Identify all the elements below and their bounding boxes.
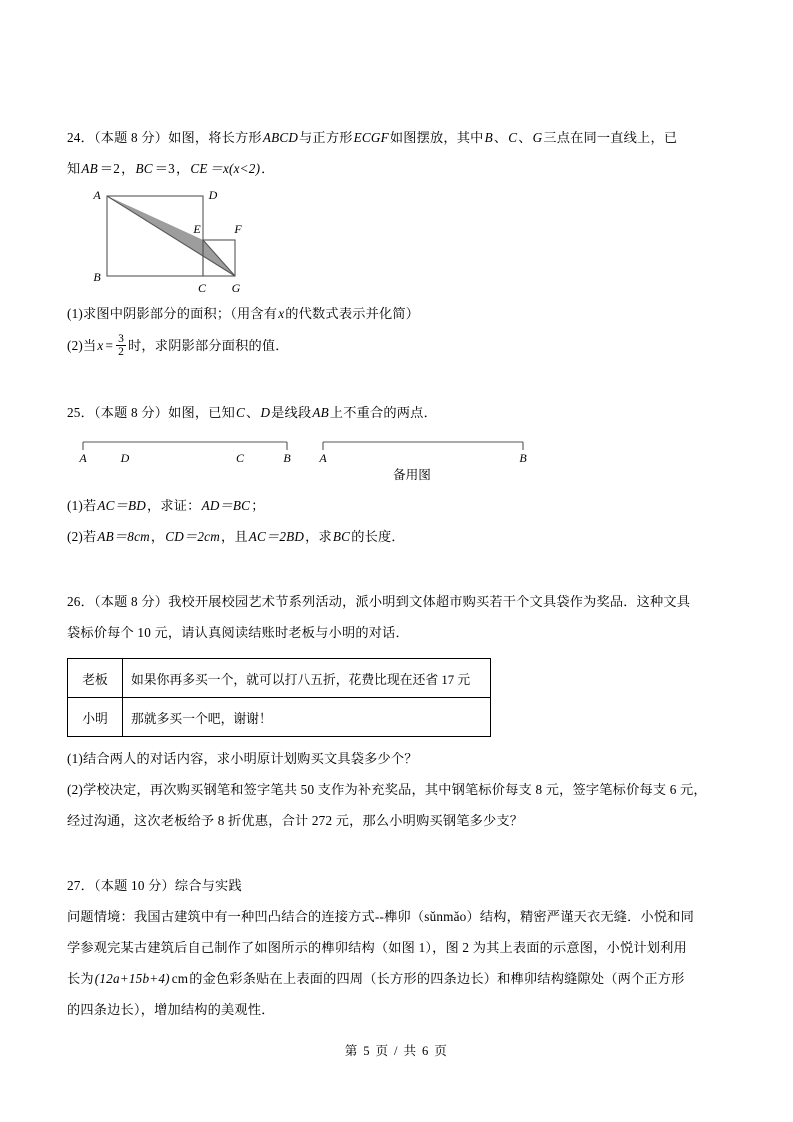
label-E: E <box>193 221 201 236</box>
p24-given-bc: BC <box>135 161 153 176</box>
p24-sep2: 、 <box>518 130 532 145</box>
p24-sub2-eq: = <box>105 338 114 353</box>
dialogue-table <box>67 658 491 737</box>
p25-sub1-eq2: AD＝BC <box>201 498 251 513</box>
p24-stem-d: 三点在同一直线上，已 <box>543 130 678 145</box>
problem-27-body-line1 <box>67 901 727 932</box>
p24-sub2-var: x <box>97 338 104 353</box>
p27-body-label: 问题情境： <box>67 909 134 924</box>
fraction-numerator: 3 <box>118 333 125 346</box>
dialogue-speaker-xiaoming: 小明 <box>68 698 123 737</box>
p27-body-a: 我国古建筑中有一种凹凸结合的连接方式--榫卯（sǔnmǎo）结构，精密严谨天衣无缝．小悦和同 <box>133 909 695 924</box>
page-footer: 第 5 页 / 共 6 页 <box>344 1044 449 1058</box>
p25-sub1-eq1: AC＝BD <box>97 498 146 513</box>
problem-25 <box>67 397 727 552</box>
p24-given-ce-val: ＝x(x<2) <box>209 161 261 176</box>
problem-26 <box>67 586 727 836</box>
p24-given-end: ． <box>261 161 275 176</box>
p24-sub2-post: 时，求阴影部分面积的值． <box>128 338 289 353</box>
label-F: F <box>234 221 242 236</box>
figure-24-svg <box>85 188 325 296</box>
problem-24-stem-line1 <box>67 122 727 153</box>
p27-line3-post: 的金色彩条贴在上表面的四周（长方形的四条边长）和榫卯结构缝隙处（两个正方形 <box>189 971 685 986</box>
p24-given-ab: AB <box>81 161 98 176</box>
figure-25-caption: 备用图 <box>393 468 431 482</box>
problem-26-sub1: (1)结合两人的对话内容，求小明原计划购买文具袋多少个？ <box>67 751 418 766</box>
p24-sub1-var: x <box>278 306 285 321</box>
label-B: B <box>93 269 101 284</box>
problem-27-body-line2: 学参观完某古建筑后自己制作了如图所示的榫卯结构（如图 1），图 2 为其上表面的示意图，小悦计划利用 <box>67 940 687 955</box>
label-C: C <box>197 280 207 295</box>
seg1-label-B: B <box>283 451 291 465</box>
problem-26-stem-line2: 袋标价每个 10 元，请认真阅读结账时老板与小明的对话． <box>67 625 409 640</box>
p24-stem-b: 与正方形 <box>299 130 353 145</box>
p24-given-pre: 知 <box>67 161 81 176</box>
p25-sub1-pre: (1)若 <box>67 498 97 513</box>
p24-abcd: ABCD <box>262 130 299 145</box>
p25-sub1-mid: ，求证： <box>147 498 201 513</box>
p25-pt-d: D <box>260 405 271 420</box>
problem-26-stem-line1: 26．（本题 8 分）我校开展校园艺术节系列活动，派小明到文体超市购买若干个文具袋作为奖品．这种文具 <box>67 594 691 609</box>
figure-25-svg <box>75 434 545 468</box>
p25-sep: 、 <box>246 405 260 420</box>
dialogue-text-xiaoming: 那就多买一个吧，谢谢！ <box>123 698 491 737</box>
problem-27-body-line3 <box>67 963 727 994</box>
problem-26-sub2-line2: 经过沟通，这次老板给予 8 折优惠，合计 272 元，那么小明购买钢笔多少支？ <box>67 813 524 828</box>
fraction-denominator: 2 <box>118 346 125 359</box>
table-row <box>68 698 491 737</box>
p24-pt-g: G <box>532 130 543 145</box>
figure-problem-25 <box>75 434 545 484</box>
problem-27-body-line4: 的四条边长），增加结构的美观性． <box>67 1002 275 1017</box>
p24-stem-a: 24．（本题 8 分）如图，将长方形 <box>67 130 262 145</box>
p24-comma2: ， <box>175 161 190 176</box>
p25-sub2-pre: (2)若 <box>67 529 97 544</box>
p25-sub2-end: 的长度． <box>351 529 405 544</box>
line-ag <box>107 196 235 276</box>
p24-given-ab-val: ＝2 <box>99 161 121 176</box>
spacer-25-26 <box>67 552 727 586</box>
p25-sub2-eq4: BC <box>332 529 351 544</box>
problem-24-sub2 <box>67 329 727 363</box>
p25-sub2-c2: ，且 <box>220 529 248 544</box>
p27-unit: cm <box>171 971 189 986</box>
problem-26-sub2-line1: (2)学校决定，再次购买钢笔和签字笔共 50 支作为补充奖品，其中钢笔标价每支 8 元，签字笔标价每支 6 元， <box>67 782 707 797</box>
p25-sub2-c1: ， <box>150 529 165 544</box>
dialogue-speaker-boss: 老板 <box>68 659 123 698</box>
figure-problem-24 <box>85 188 325 296</box>
p25-sub2-eq1: AB＝8cm <box>97 529 150 544</box>
p25-sub2-eq3: AC＝2BD <box>248 529 305 544</box>
label-G: G <box>231 280 241 295</box>
seg2-label-B: B <box>519 451 527 465</box>
spacer-26-27 <box>67 836 727 870</box>
problem-24 <box>67 122 727 363</box>
p24-sub2-pre: (2)当 <box>67 338 97 353</box>
label-A: A <box>93 188 101 202</box>
p25-sub2-eq2: CD＝2cm <box>165 529 220 544</box>
p24-stem-c: 如图摆放，其中 <box>389 130 484 145</box>
p24-ecgf: ECGF <box>353 130 389 145</box>
problem-25-sub2 <box>67 521 727 552</box>
seg1-label-A: A <box>79 451 87 465</box>
problem-27 <box>67 870 727 1025</box>
p25-stem-end: 上不重合的两点． <box>329 405 437 420</box>
problem-25-stem <box>67 397 727 428</box>
fraction-three-halves <box>116 333 126 358</box>
seg1-label-C: C <box>235 451 245 465</box>
p25-sub1-end: ； <box>251 498 265 513</box>
dialogue-text-boss: 如果你再多买一个，就可以打八五折，花费比现在还省 17 元 <box>123 659 491 698</box>
label-D: D <box>208 188 218 202</box>
p25-sub2-c3: ，求 <box>305 529 332 544</box>
p24-given-ce: CE <box>190 161 208 176</box>
p27-line3-pre: 长为 <box>67 971 94 986</box>
p27-expression: (12a+15b+4) <box>94 971 170 986</box>
p25-seg-ab: AB <box>312 405 329 420</box>
p24-sub1-b: 的代数式表示并化简） <box>285 306 420 321</box>
p24-pt-b: B <box>484 130 493 145</box>
p24-given-bc-val: ＝3 <box>154 161 175 176</box>
p24-sub1-a: (1)求图中阴影部分的面积；（用含有 <box>67 306 278 321</box>
problem-25-sub1 <box>67 490 727 521</box>
p25-stem-mid: 是线段 <box>271 405 312 420</box>
page-content <box>67 122 727 1025</box>
p25-pt-c: C <box>236 405 246 420</box>
p24-pt-c: C <box>508 130 518 145</box>
p25-stem-a: 25．（本题 8 分）如图，已知 <box>67 405 236 420</box>
p24-comma1: ， <box>121 161 135 176</box>
p24-sep1: 、 <box>493 130 508 145</box>
table-row <box>68 659 491 698</box>
spacer-24-25 <box>67 363 727 397</box>
seg2-label-A: A <box>319 451 327 465</box>
problem-24-stem-line2 <box>67 153 727 184</box>
problem-27-stem: 27．（本题 10 分）综合与实践 <box>67 878 242 893</box>
problem-24-sub1 <box>67 298 727 329</box>
seg1-label-D: D <box>120 451 130 465</box>
